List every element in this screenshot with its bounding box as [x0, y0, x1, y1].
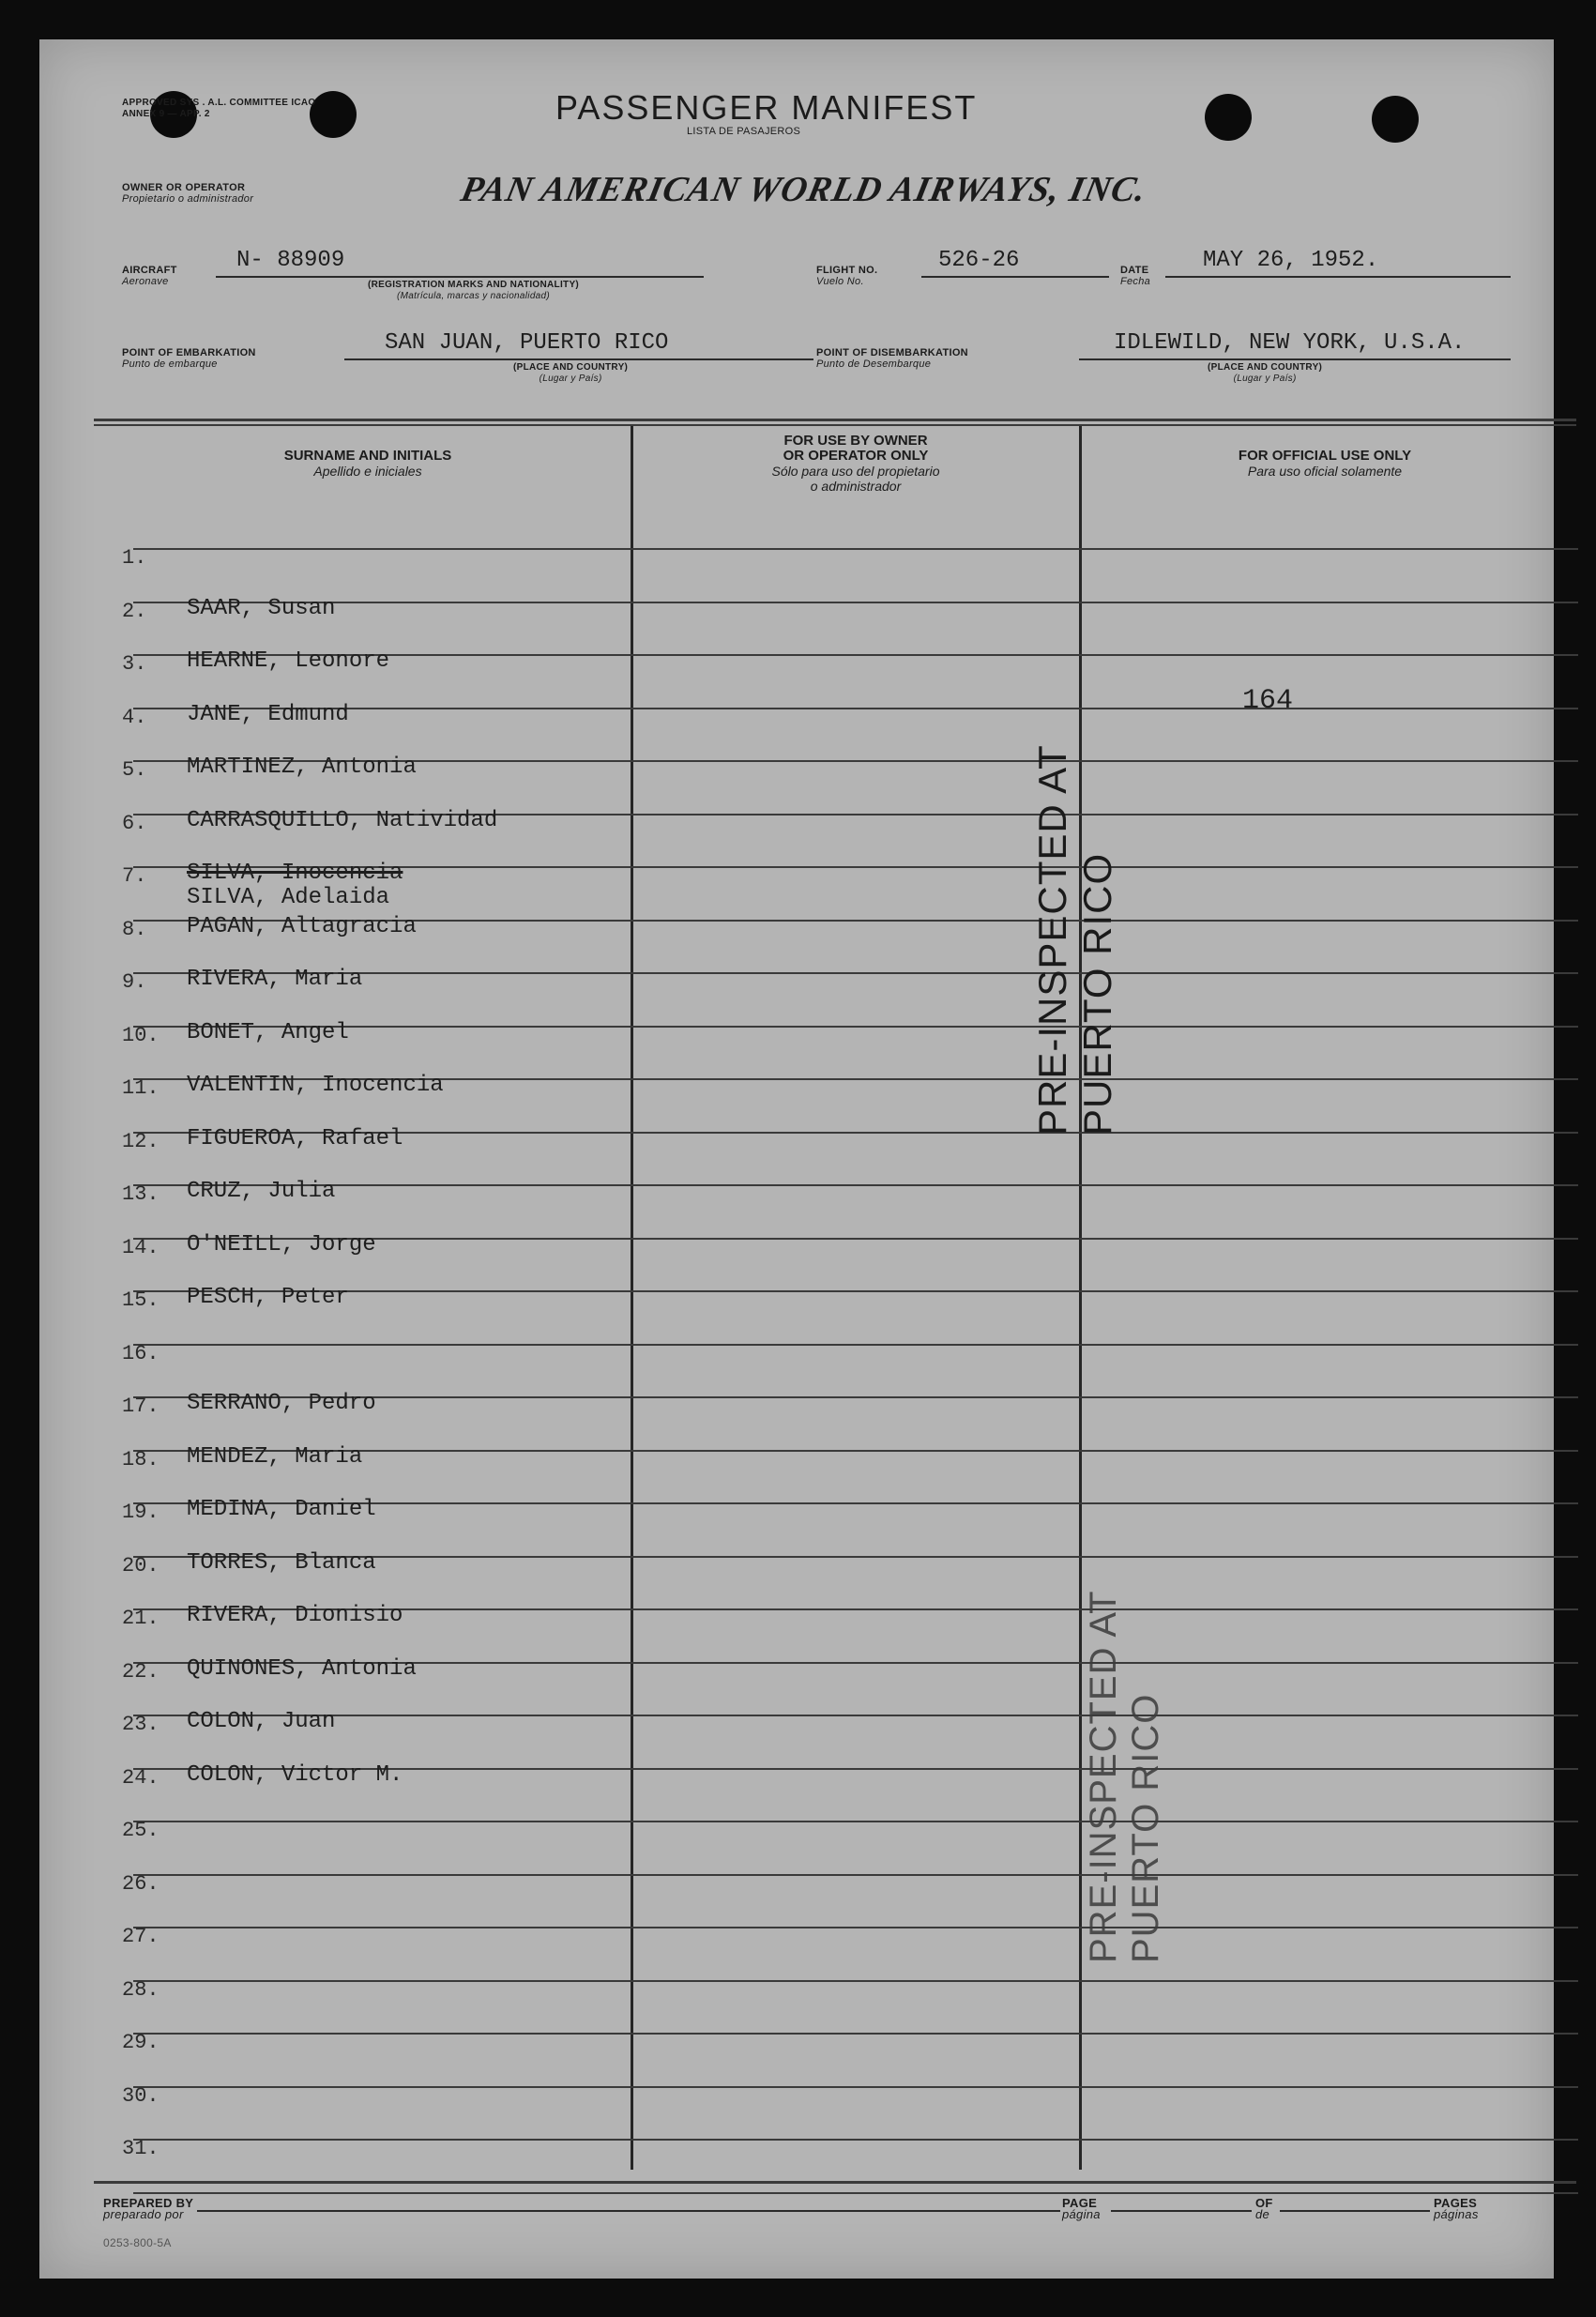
column-header-name-en: SURNAME AND INITIALS — [283, 448, 452, 464]
column-header-official-es: Para uso oficial solamente — [1247, 464, 1403, 479]
row-rule — [133, 1184, 1578, 1186]
aircraft-label — [122, 265, 177, 287]
passenger-name: MEDINA, Daniel — [187, 1497, 376, 1522]
passenger-name: VALENTIN, Inocencia — [187, 1073, 444, 1098]
row-number: 21. — [122, 1607, 160, 1630]
disembark-note-en: (PLACE AND COUNTRY) — [1208, 362, 1323, 373]
date-underline — [1165, 276, 1511, 278]
form-number: 0253-800-5A — [103, 2236, 172, 2249]
official-number: 164 — [1242, 685, 1294, 717]
aircraft-note-en: (REGISTRATION MARKS AND NATIONALITY) — [368, 280, 580, 290]
row-number: 9. — [122, 970, 147, 994]
date-label-en: DATE — [1120, 265, 1149, 276]
aircraft-note-es: (Matrícula, marcas y nacionalidad) — [397, 291, 551, 301]
owner-label-es: Propietario o administrador — [122, 193, 254, 205]
embark-underline — [344, 358, 813, 360]
flight-value: 526-26 — [938, 248, 1020, 273]
column-header-official — [1090, 449, 1559, 479]
aircraft-underline — [216, 276, 704, 278]
column-header-name — [133, 449, 602, 479]
row-number: 13. — [122, 1182, 160, 1206]
passenger-name: CRUZ, Julia — [187, 1179, 336, 1204]
row-number: 3. — [122, 652, 147, 676]
page-label-en: PAGE — [1062, 2196, 1098, 2210]
row-number: 6. — [122, 812, 147, 835]
page-label-es: página — [1062, 2207, 1101, 2221]
passenger-name: O'NEILL, Jorge — [187, 1232, 376, 1258]
passenger-name: RIVERA, Dionisio — [187, 1603, 403, 1628]
row-rule — [133, 708, 1578, 709]
passenger-name: PESCH, Peter — [187, 1285, 349, 1310]
passenger-name: FIGUEROA, Rafael — [187, 1126, 403, 1151]
of-label-en: OF — [1255, 2196, 1273, 2210]
column-header-operator-a: FOR USE BY OWNER — [783, 433, 928, 449]
flight-label-en: FLIGHT NO. — [816, 265, 878, 276]
date-label — [1120, 265, 1150, 287]
passenger-name: COLON, Juan — [187, 1709, 336, 1734]
passenger-name: CARRASQUILLO, Natividad — [187, 808, 498, 833]
column-header-name-es: Apellido e iniciales — [313, 464, 422, 479]
page-subtitle: LISTA DE PASAJEROS — [687, 126, 801, 137]
flight-underline — [921, 276, 1109, 278]
row-number: 12. — [122, 1130, 160, 1153]
row-number: 28. — [122, 1978, 160, 2002]
passenger-name: SERRANO, Pedro — [187, 1391, 376, 1416]
punch-hole-4 — [1372, 96, 1419, 143]
row-rule — [133, 1821, 1578, 1822]
pages-label-en: PAGES — [1434, 2196, 1478, 2210]
passenger-name: JANE, Edmund — [187, 702, 349, 727]
punch-hole-3 — [1205, 94, 1252, 141]
disembark-label — [816, 347, 968, 370]
row-number: 4. — [122, 706, 147, 729]
row-number: 29. — [122, 2031, 160, 2054]
row-number: 18. — [122, 1448, 160, 1471]
page-title: PASSENGER MANIFEST — [555, 88, 978, 127]
column-header-operator-b: OR OPERATOR ONLY — [783, 448, 929, 464]
aircraft-note — [368, 280, 579, 302]
row-number: 11. — [122, 1076, 160, 1100]
embark-note-es: (Lugar y País) — [539, 373, 602, 384]
table-top-rule-2 — [94, 424, 1576, 426]
embark-label-es: Punto de embarque — [122, 358, 218, 370]
row-rule — [133, 1290, 1578, 1292]
row-rule — [133, 1715, 1578, 1716]
pages-label — [1434, 2198, 1479, 2220]
owner-label-en: OWNER OR OPERATOR — [122, 182, 246, 193]
preinspected-stamp-1: PRE-INSPECTED AT PUERTO RICO — [1030, 745, 1119, 1136]
row-rule — [133, 1927, 1578, 1928]
disembark-label-en: POINT OF DISEMBARKATION — [816, 347, 968, 358]
row-number: 1. — [122, 546, 147, 570]
embark-value: SAN JUAN, PUERTO RICO — [385, 330, 669, 356]
column-header-operator-es-b: o administrador — [810, 479, 902, 494]
column-header-operator — [640, 434, 1072, 494]
row-rule — [133, 2139, 1578, 2141]
operator-name: PAN AMERICAN WORLD AIRWAYS, INC. — [457, 170, 1151, 209]
passenger-name: PAGAN, Altagracia — [187, 914, 417, 939]
row-number: 22. — [122, 1660, 160, 1684]
passenger-name: MENDEZ, Maria — [187, 1444, 363, 1470]
column-header-operator-es-a: Sólo para uso del propietario — [771, 464, 940, 479]
page-label — [1062, 2198, 1101, 2220]
passenger-name: RIVERA, Maria — [187, 967, 363, 992]
passenger-name: SILVA, Inocencia — [187, 861, 403, 886]
row-number: 15. — [122, 1288, 160, 1312]
row-number: 7. — [122, 864, 147, 888]
row-number: 17. — [122, 1395, 160, 1418]
row-number: 10. — [122, 1024, 160, 1047]
disembark-label-es: Punto de Desembarque — [816, 358, 932, 370]
row-number: 2. — [122, 600, 147, 623]
aircraft-label-en: AIRCRAFT — [122, 265, 177, 276]
row-rule — [133, 2192, 1578, 2194]
disembark-note — [1208, 362, 1322, 385]
embark-note — [513, 362, 628, 385]
prepared-by-label — [103, 2198, 193, 2220]
row-rule — [133, 1874, 1578, 1876]
flight-label-es: Vuelo No. — [816, 276, 864, 287]
footer-rule — [94, 2181, 1576, 2184]
row-number: 20. — [122, 1554, 160, 1578]
passenger-name-correction: SILVA, Adelaida — [187, 885, 390, 910]
passenger-name: SAAR, Susan — [187, 596, 336, 621]
owner-label — [122, 182, 253, 205]
row-number: 24. — [122, 1766, 160, 1790]
page-underline — [1111, 2210, 1252, 2212]
table-top-rule — [94, 419, 1576, 421]
passenger-name: BONET, Angel — [187, 1020, 349, 1045]
prepared-by-es: preparado por — [103, 2207, 184, 2221]
row-rule — [133, 1980, 1578, 1982]
prepared-by-en: PREPARED BY — [103, 2196, 194, 2210]
row-number: 5. — [122, 758, 147, 782]
row-rule — [133, 1026, 1578, 1028]
prepared-by-underline — [197, 2210, 1060, 2212]
row-rule — [133, 548, 1578, 550]
flight-label — [816, 265, 877, 287]
date-label-es: Fecha — [1120, 276, 1151, 287]
row-number: 23. — [122, 1713, 160, 1736]
row-rule — [133, 2033, 1578, 2035]
embark-label-en: POINT OF EMBARKATION — [122, 347, 256, 358]
passenger-name: MARTINEZ, Antonia — [187, 755, 417, 780]
passenger-name: QUINONES, Antonia — [187, 1656, 417, 1682]
passenger-name: COLON, Victor M. — [187, 1762, 403, 1788]
row-number: 16. — [122, 1342, 160, 1365]
passenger-name: TORRES, Blanca — [187, 1550, 376, 1576]
row-number: 19. — [122, 1501, 160, 1524]
pages-label-es: páginas — [1434, 2207, 1479, 2221]
embark-note-en: (PLACE AND COUNTRY) — [513, 362, 629, 373]
of-underline — [1280, 2210, 1430, 2212]
passenger-name: HEARNE, Leonore — [187, 648, 390, 674]
column-divider-1 — [631, 426, 633, 2170]
disembark-value: IDLEWILD, NEW YORK, U.S.A. — [1114, 330, 1466, 356]
preinspected-stamp-2: PRE-INSPECTED AT PUERTO RICO — [1083, 1591, 1166, 1963]
of-label-es: de — [1255, 2207, 1270, 2221]
disembark-note-es: (Lugar y País) — [1233, 373, 1297, 384]
row-number: 30. — [122, 2084, 160, 2108]
disembark-underline — [1079, 358, 1511, 360]
approved-note: APPROVED SYS . A.L. COMMITTEE ICAO ANNEX 9 — APP. 2 — [122, 98, 316, 119]
of-label — [1255, 2198, 1273, 2220]
manifest-sheet — [39, 39, 1554, 2279]
aircraft-label-es: Aeronave — [122, 276, 169, 287]
row-rule — [133, 2086, 1578, 2088]
row-number: 26. — [122, 1872, 160, 1896]
date-value: MAY 26, 1952. — [1203, 248, 1379, 273]
row-number: 31. — [122, 2137, 160, 2160]
row-number: 25. — [122, 1819, 160, 1842]
row-rule — [133, 602, 1578, 603]
column-header-official-en: FOR OFFICIAL USE ONLY — [1238, 448, 1412, 464]
row-number: 8. — [122, 918, 147, 941]
row-number: 27. — [122, 1925, 160, 1948]
row-number: 14. — [122, 1236, 160, 1259]
row-rule — [133, 1344, 1578, 1346]
aircraft-value: N- 88909 — [236, 248, 345, 273]
embark-label — [122, 347, 256, 370]
